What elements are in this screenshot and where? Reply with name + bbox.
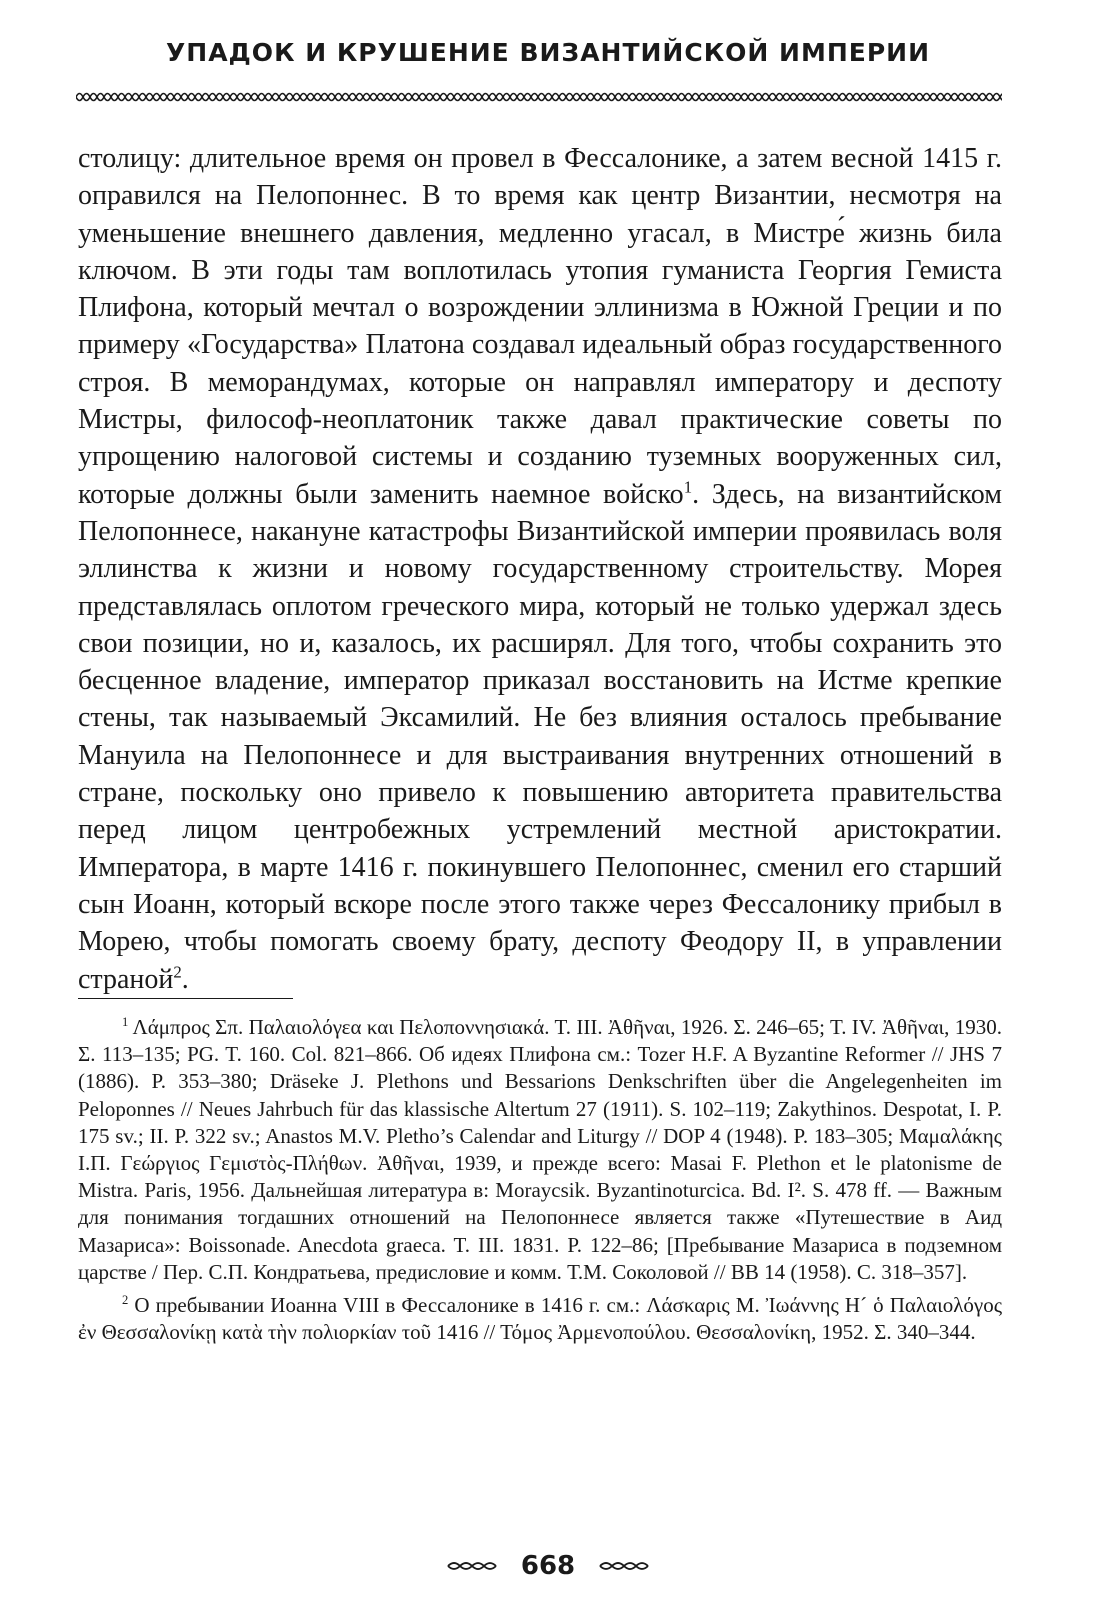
folio-ornament-right-icon [598, 1560, 650, 1572]
page-number: 668 [520, 1550, 576, 1581]
footnote-ref-1[interactable]: 1 [683, 477, 693, 497]
footnote-1 [78, 1014, 1002, 1286]
footnote-text: О пребывании Иоанна VIII в Фессалонике в 1416 г. см.: Λάσκαρις Μ. Ἰωάννης Η´ ὁ Παλαιολόγος ἐν Θεσσαλονίκῃ κατὰ τὴν πολιορκίαν τοῦ 1416 // Τόμος Ἀρμενοπούλου. Θεσσαλονίκη, 1952. Σ. 340–344. [78, 1293, 1003, 1345]
page-footer [0, 1550, 1096, 1581]
footnote-ref-2[interactable]: 2 [173, 962, 182, 982]
footnote-separator [78, 998, 293, 999]
folio-ornament-left-icon [446, 1560, 498, 1572]
running-title: УПАДОК И КРУШЕНИЕ ВИЗАНТИЙСКОЙ ИМПЕРИИ [166, 38, 930, 67]
header-ornament-band [76, 90, 1002, 104]
main-text [78, 140, 1002, 998]
footnotes [78, 1014, 1002, 1352]
body-paragraph: столицу: длительное время он провел в Фессалонике, а затем весной 1415 г. оправился на Пелопоннес. В то время как центр Византии, несмотря на уменьшение внешнего давления, медленно угасал, в Мистре́ жизнь била ключом. В эти годы там воплотилась утопия гуманиста Георгия Гемиста Плифона, который мечтал о возрождении эллинизма в Южной Греции и по примеру «Государства» Платона создавал идеальный образ государственного строя. В меморандумах, которые он направлял императору и деспоту Мистры, философ-неоплатоник также давал практические советы по упрощению налоговой системы и созданию туземных вооруженных сил, которые должны были заменить наемное войско$^1$. Здесь, на византийском Пелопоннесе, накануне катастрофы Византийской империи проявилась воля эллинства к жизни и новому государственному строительству. Морея представлялась оплотом греческого мира, который не только удержал здесь свои позиции, но и, казалось, их расширял. Для того, чтобы сохранить это бесценное владение, император приказал восстановить на Истме крепкие стены, так называемый Эксамилий. Не без влияния осталось пребывание Мануила на Пелопоннесе и для выстраивания внутренних отношений в стране, поскольку оно привело к повышению авторитета правительства перед лицом центробежных устремлений местной аристократии. Императора, в марте 1416 г. покинувшего Пелопоннес, сменил его старший сын Иоанн, который вскоре после этого также через Фессалонику прибыл в Морею, чтобы помогать своему брату, деспоту Феодору II, в управлении страной$^2$. [78, 143, 1002, 995]
footnote-number: 2 [122, 1293, 129, 1308]
footnote-2 [78, 1292, 1002, 1346]
footnote-text: Λάμπρος Σπ. Παλαιολόγεα και Πελοποννησιακά. Τ. III. Ἀθῆναι, 1926. Σ. 246–65; Τ. IV. Ἀθῆναι, 1930. Σ. 113–135; PG. T. 160. Col. 821–866. Об идеях Плифона см.: Tozer H.F. A Byzantine Reformer // JHS 7 (1886). P. 353–380; Dräseke J. Plethons und Bessarions Denkschriften über die Angelegenheiten im Peloponnes // Neues Jahrbuch für das klassische Altertum 27 (1911). S. 102–119; Zakythinos. Despotat, I. P. 175 sv.; II. P. 322 sv.; Anastos M.V. Pletho’s Calendar and Liturgy // DOP 4 (1948). P. 183–305; Μαμαλάκης Ι.Π. Γεώργιος Γεμιστὸς-Πλήθων. Ἀθῆναι, 1939, и прежде всего: Masai F. Plethon et le platonisme de Mistra. Paris, 1956. Дальнейшая литература в: Moraycsik. Byzantinoturcica. Bd. I². S. 478 ff. — Важным для понимания тогдашних отношений на Пелопоннесе является также «Путешествие в Аид Мазариса»: Boissonade. Anecdota graeca. T. III. 1831. P. 122–86; [Пребывание Мазариса в подземном царстве / Пер. С.П. Кондратьева, предисловие и комм. Т.М. Соколовой // ВВ 14 (1958). С. 318–357]. [78, 1015, 1003, 1284]
footnote-number: 1 [122, 1015, 129, 1029]
